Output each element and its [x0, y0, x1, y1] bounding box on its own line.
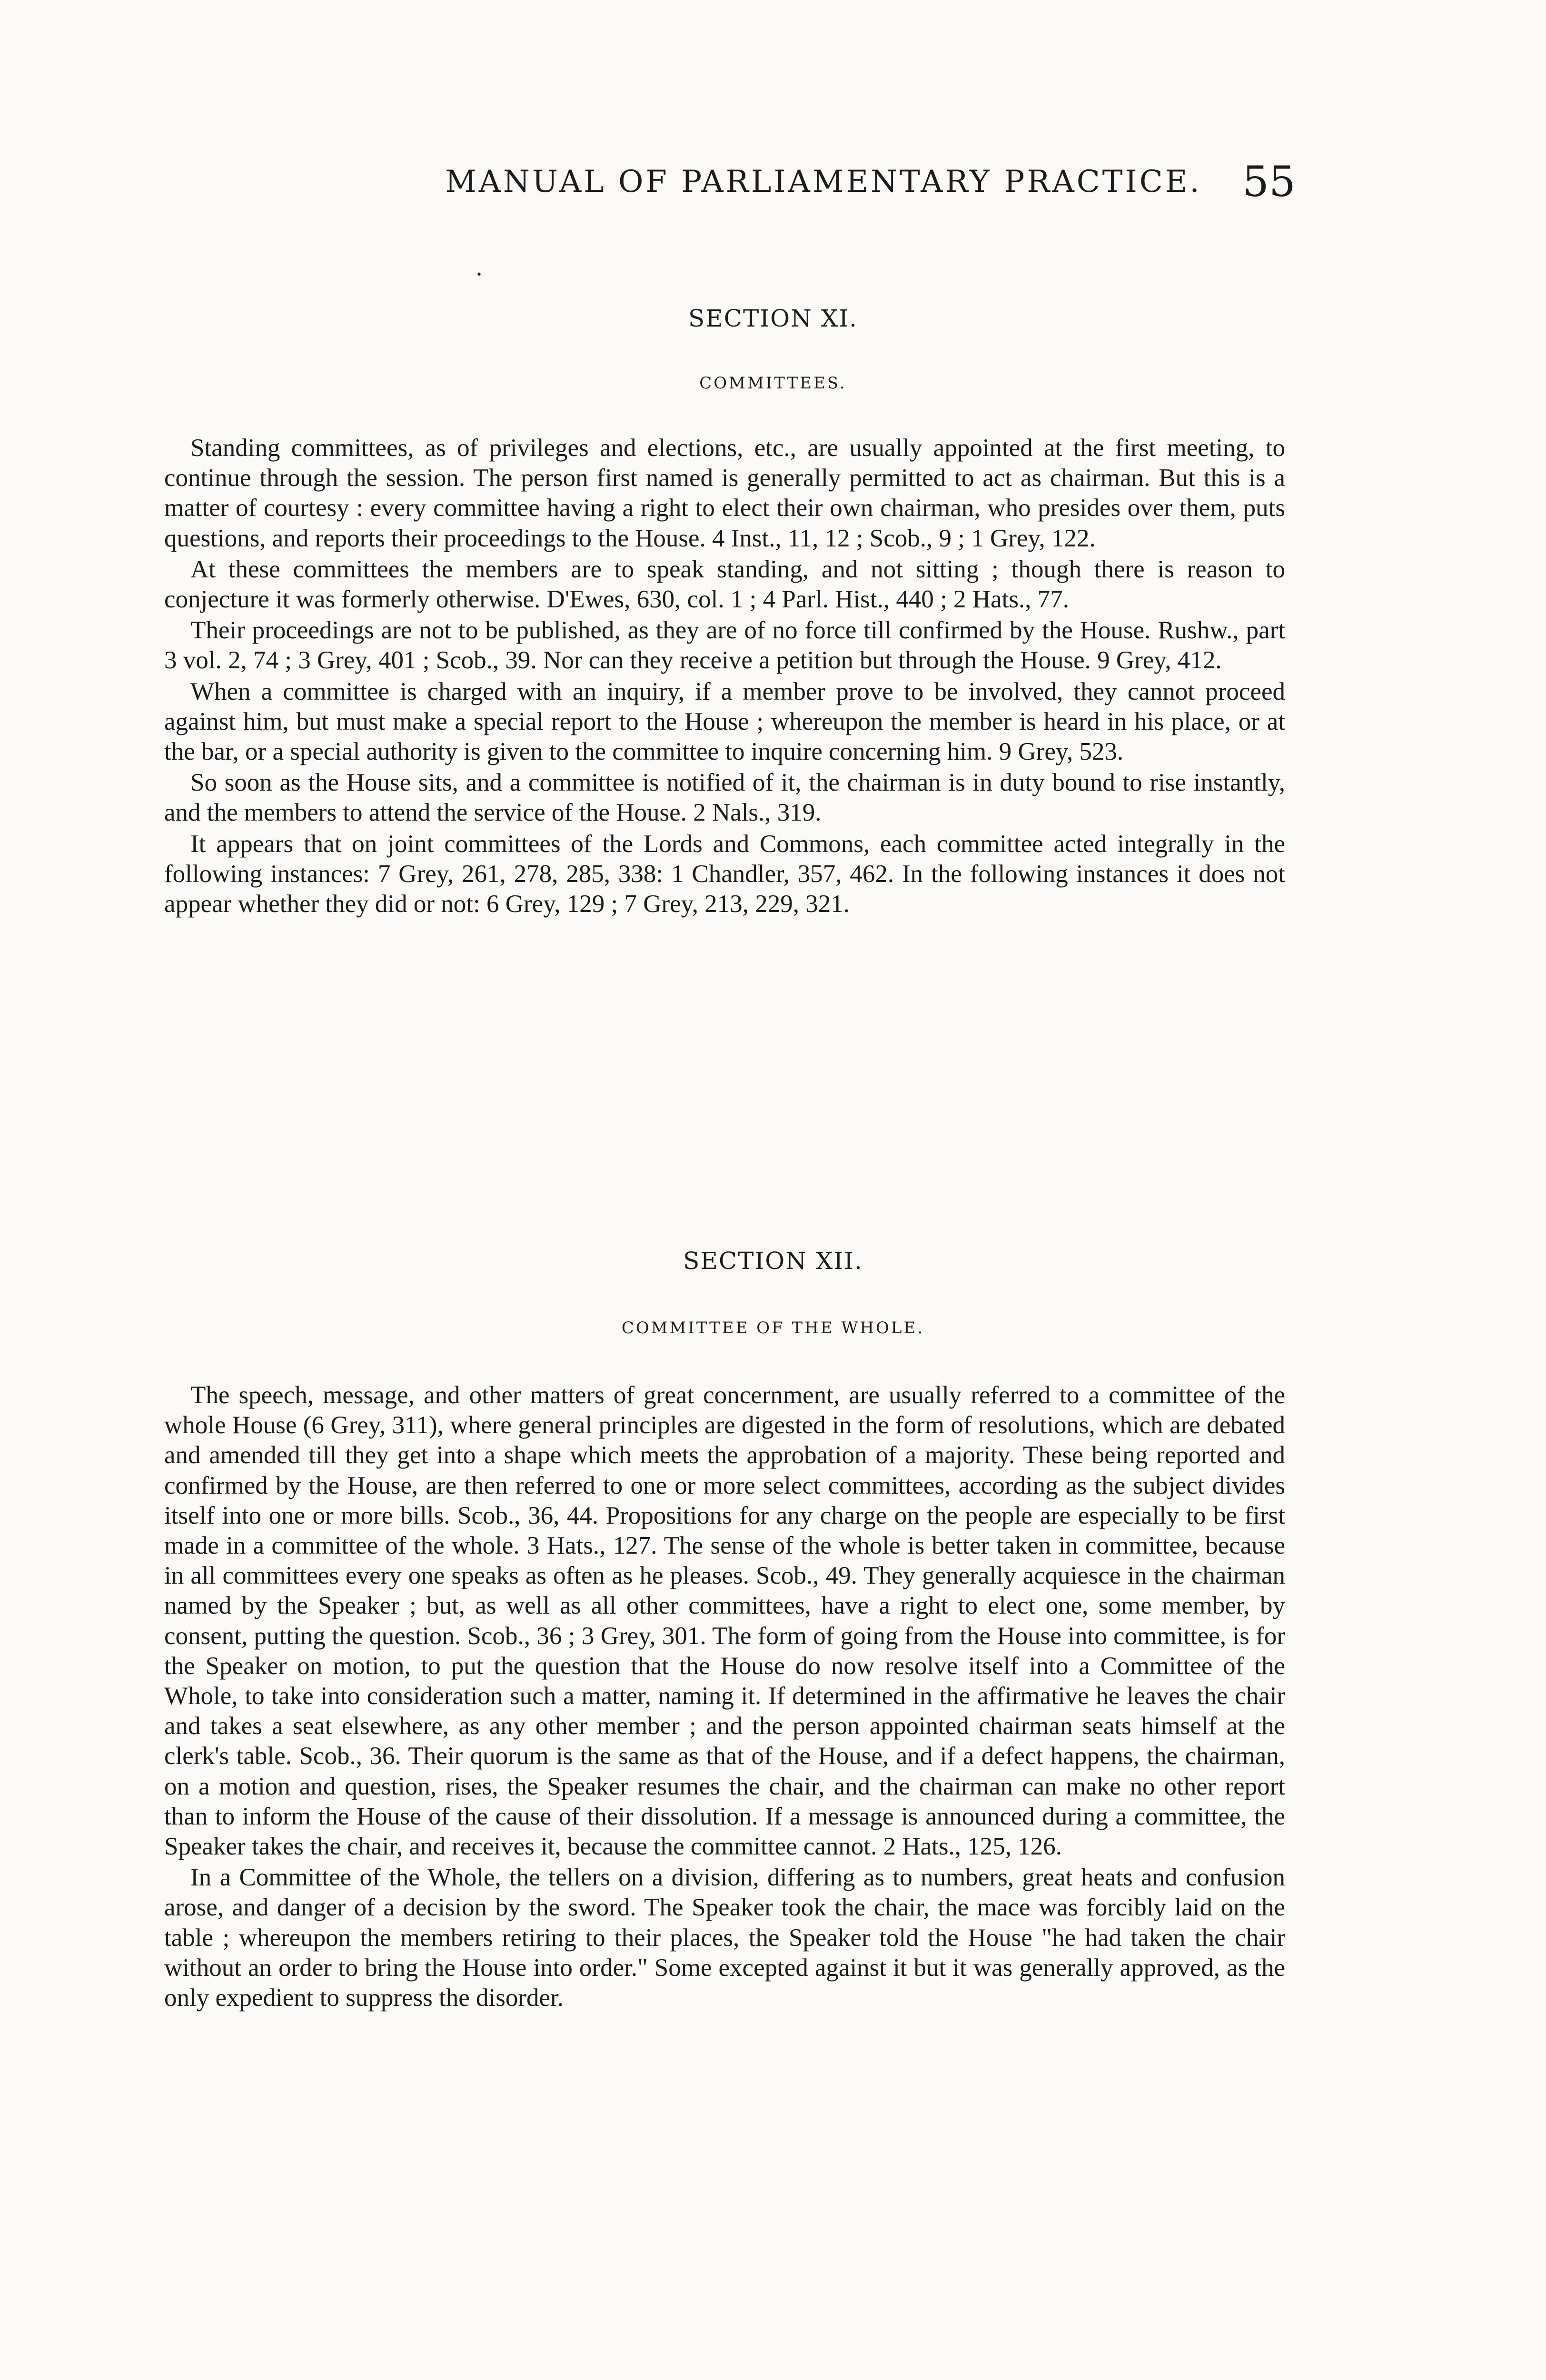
paragraph: The speech, message, and other matters of great concernment, are usually referred to a committee of the whole House (6 Grey, 311), where general principles are digested in the form of resolutions, which are debated and amended till they get into a shape which meets the approbation of a majority. These being reported and confirmed by the House, are then referred to one or more select committees, according as the subject divides itself into one or more bills. Scob., 36, 44. Propositions for any charge on the people are especially to be first made in a committee of the whole. 3 Hats., 127. The sense of the whole is better taken in committee, because in all committees every one speaks as often as he pleases. Scob., 49. They generally acquiesce in the chairman named by the Speaker ; but, as well as all other committees, have a right to elect one, some member, by consent, putting the question. Scob., 36 ; 3 Grey, 301. The form of going from the House into committee, is for the Speaker on motion, to put the question that the House do now resolve itself into a Committee of the Whole, to take into consideration such a matter, naming it. If determined in the affirmative he leaves the chair and takes a seat elsewhere, as any other member ; and the person appointed chairman seats himself at the clerk's table. Scob., 36. Their quorum is the same as that of the House, and if a defect happens, the chairman, on a motion and question, rises, the Speaker resumes the chair, and the chairman can make no other report than to inform the House of the cause of their dissolution. If a message is announced during a committee, the Speaker takes the chair, and receives it, because the committee cannot. 2 Hats., 125, 126. — [164, 1381, 1285, 1861]
paragraph: When a committee is charged with an inquiry, if a member prove to be involved, they cannot proceed against him, but must make a special report to the House ; whereupon the member is heard in his place, or at the bar, or a special authority is given to the committee to inquire concerning him. 9 Grey, 523. — [164, 677, 1285, 766]
section-xii-title: SECTION XII. — [683, 1247, 863, 1275]
section-xii-body — [164, 1380, 1285, 2013]
section-xii-subtitle: COMMITTEE OF THE WHOLE. — [621, 1319, 925, 1338]
paragraph: So soon as the House sits, and a committee is notified of it, the chairman is in duty bound to rise instantly, and the members to attend the service of the House. 2 Nals., 319. — [164, 769, 1285, 827]
ink-speck: • — [476, 269, 482, 281]
section-xi-body — [164, 433, 1285, 919]
paragraph: At these committees the members are to speak standing, and not sitting ; though there is reason to conjecture it was formerly otherwise. D'Ewes, 630, col. 1 ; 4 Parl. Hist., 440 ; 2 Hats., 77. — [164, 555, 1285, 614]
paragraph: Their proceedings are not to be published, as they are of no force till confirmed by the House. Rushw., part 3 vol. 2, 74 ; 3 Grey, 401 ; Scob., 39. Nor can they receive a petition but through the House. 9 Grey, 412. — [164, 616, 1285, 674]
paragraph: In a Committee of the Whole, the tellers on a division, differing as to numbers, great heats and confusion arose, and danger of a decision by the sword. The Speaker took the chair, the mace was forcibly laid on the table ; whereupon the members retiring to their places, the Speaker told the House "he had taken the chair without an order to bring the House into order." Some excepted against it but it was generally approved, as the only expedient to suppress the disorder. — [164, 1864, 1285, 2012]
paragraph: Standing committees, as of privileges and elections, etc., are usually appointed at the first meeting, to continue through the session. The person first named is generally permitted to act as chairman. But this is a matter of courtesy : every committee having a right to elect their own chairman, who presides over them, puts questions, and reports their proceedings to the House. 4 Inst., 11, 12 ; Scob., 9 ; 1 Grey, 122. — [164, 434, 1285, 552]
page-number: 55 — [1242, 157, 1296, 206]
section-xi-subtitle: COMMITTEES. — [699, 374, 847, 393]
section-xi-title: SECTION XI. — [688, 305, 858, 332]
running-head: MANUAL OF PARLIAMENTARY PRACTICE. — [445, 164, 1202, 199]
paragraph: It appears that on joint committees of the Lords and Commons, each committee acted integrally in the following instances: 7 Grey, 261, 278, 285, 338: 1 Chandler, 357, 462. In the following instances it does not appear whether they did or not: 6 Grey, 129 ; 7 Grey, 213, 229, 321. — [164, 830, 1285, 918]
